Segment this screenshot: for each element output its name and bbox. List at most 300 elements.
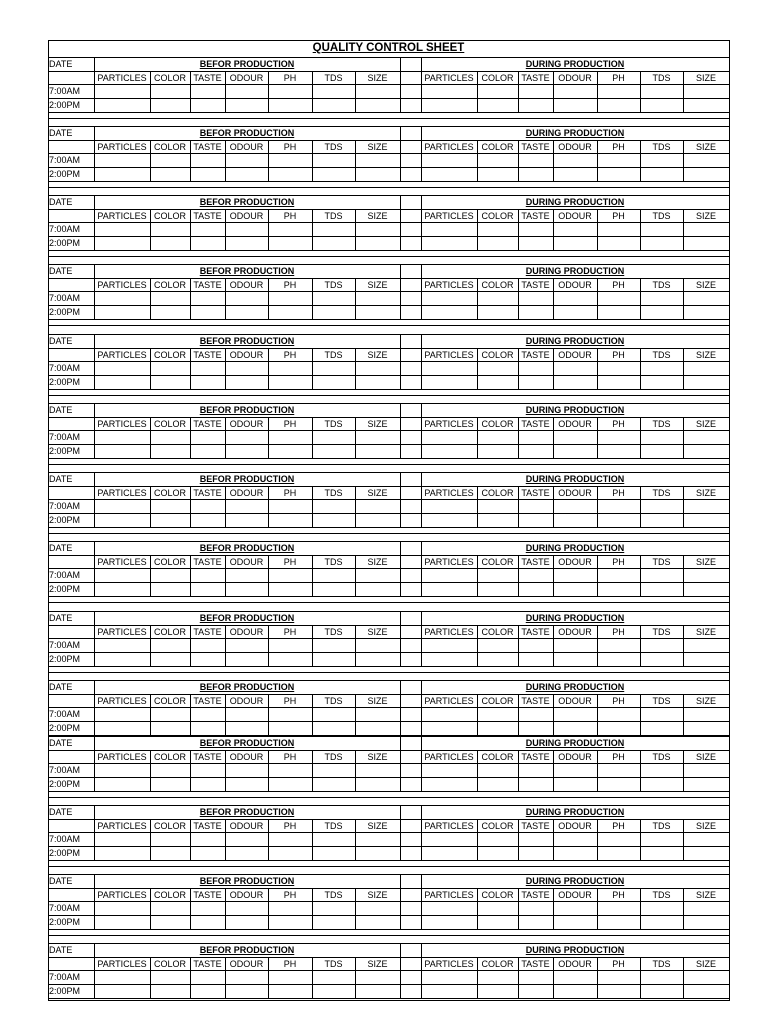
col-label-during: PH (612, 211, 625, 221)
col-label-during: PARTICLES (424, 419, 474, 429)
time-label-am: 7:00AM (49, 834, 81, 844)
during-production-header: DURING PRODUCTION (525, 945, 625, 955)
col-label-before: PH (283, 627, 297, 637)
col-label-before: TASTE (193, 280, 222, 290)
block-line (48, 319, 729, 320)
gap-line (48, 325, 729, 326)
time-label-pm: 2:00PM (49, 917, 81, 927)
time-label-pm: 2:00PM (49, 654, 81, 664)
col-label-during: PARTICLES (424, 557, 474, 567)
col-label-before: PARTICLES (97, 142, 147, 152)
col-label-before: COLOR (153, 280, 186, 290)
col-label-before: TDS (324, 350, 343, 360)
block-line (48, 736, 729, 737)
block-line (48, 611, 729, 612)
gap-line (48, 464, 729, 465)
col-label-during: TASTE (521, 211, 550, 221)
sep-col-left (400, 611, 401, 666)
block-line (48, 860, 729, 861)
col-label-before: PARTICLES (97, 280, 147, 290)
col-label-before: ODOUR (229, 280, 264, 290)
col-label-during: SIZE (695, 419, 716, 429)
block-line (48, 541, 729, 542)
col-label-before: COLOR (153, 557, 186, 567)
block-line (48, 929, 729, 930)
col-label-before: PH (283, 959, 297, 969)
col-label-during: PH (612, 752, 625, 762)
date-label: DATE (49, 197, 73, 207)
time-label-am: 7:00AM (49, 903, 81, 913)
col-label-before: TDS (324, 419, 343, 429)
time-label-am: 7:00AM (49, 363, 81, 373)
col-label-during: ODOUR (558, 752, 592, 762)
col-label-before: TASTE (193, 627, 222, 637)
col-label-before: TASTE (193, 696, 222, 706)
col-label-before: PH (283, 821, 297, 831)
col-label-during: TASTE (521, 73, 550, 83)
col-label-during: TASTE (521, 488, 550, 498)
block-line (48, 596, 729, 597)
col-label-during: TDS (652, 350, 671, 360)
before-production-header: BEFOR PRODUCTION (199, 738, 295, 748)
col-label-during: PH (612, 627, 625, 637)
date-label: DATE (49, 266, 73, 276)
col-label-before: ODOUR (229, 73, 264, 83)
col-label-during: PARTICLES (424, 890, 474, 900)
before-production-header: BEFOR PRODUCTION (199, 543, 295, 553)
block-line (48, 334, 729, 335)
time-label-am: 7:00AM (49, 765, 81, 775)
col-label-before: ODOUR (229, 488, 264, 498)
col-label-before: SIZE (367, 142, 388, 152)
during-production-header: DURING PRODUCTION (525, 682, 625, 692)
col-label-before: PH (283, 696, 297, 706)
gap-line (48, 866, 729, 867)
date-label: DATE (49, 876, 73, 886)
col-label-before: PARTICLES (97, 211, 147, 221)
time-label-am: 7:00AM (49, 709, 81, 719)
col-label-during: SIZE (695, 557, 716, 567)
block-line (48, 126, 729, 127)
sep-col-left (400, 126, 401, 181)
before-production-header: BEFOR PRODUCTION (199, 336, 295, 346)
col-label-before: COLOR (153, 696, 186, 706)
col-label-before: ODOUR (229, 696, 264, 706)
col-label-during: PH (612, 557, 625, 567)
col-label-during: TDS (652, 752, 671, 762)
col-label-before: PH (283, 73, 297, 83)
col-label-during: TDS (652, 959, 671, 969)
col-label-before: TASTE (193, 752, 222, 762)
col-label-before: SIZE (367, 696, 388, 706)
time-label-pm: 2:00PM (49, 307, 81, 317)
sheet-title: QUALITY CONTROL SHEET (312, 42, 465, 54)
col-label-before: PARTICLES (97, 350, 147, 360)
col-label-before: PARTICLES (97, 890, 147, 900)
col-label-during: COLOR (481, 959, 514, 969)
before-production-header: BEFOR PRODUCTION (199, 613, 295, 623)
col-label-during: ODOUR (558, 696, 592, 706)
col-label-during: PH (612, 821, 625, 831)
col-label-during: PH (612, 696, 625, 706)
col-label-before: TDS (324, 696, 343, 706)
col-label-before: TDS (324, 488, 343, 498)
block-line (48, 680, 729, 681)
col-label-before: TDS (324, 752, 343, 762)
time-label-pm: 2:00PM (49, 515, 81, 525)
col-label-before: PARTICLES (97, 821, 147, 831)
col-label-during: TDS (652, 627, 671, 637)
gap-line (48, 602, 729, 603)
col-label-before: TDS (324, 73, 343, 83)
block-line (48, 389, 729, 390)
date-label: DATE (49, 613, 73, 623)
sep-col-left (400, 195, 401, 250)
col-label-during: COLOR (481, 211, 514, 221)
col-label-during: SIZE (695, 959, 716, 969)
col-label-before: COLOR (153, 419, 186, 429)
during-production-header: DURING PRODUCTION (525, 807, 625, 817)
date-label: DATE (49, 405, 73, 415)
col-label-during: ODOUR (558, 821, 592, 831)
col-label-during: ODOUR (558, 557, 592, 567)
col-label-before: TDS (324, 142, 343, 152)
col-label-during: ODOUR (558, 959, 592, 969)
time-label-am: 7:00AM (49, 224, 81, 234)
col-label-before: COLOR (153, 142, 186, 152)
sep-col-left (400, 334, 401, 389)
date-label: DATE (49, 682, 73, 692)
col-label-during: COLOR (481, 419, 514, 429)
col-label-during: COLOR (481, 627, 514, 637)
col-label-before: TDS (324, 211, 343, 221)
col-label-during: TDS (652, 890, 671, 900)
date-label: DATE (49, 543, 73, 553)
col-label-during: TASTE (521, 557, 550, 567)
col-label-during: COLOR (481, 557, 514, 567)
col-label-before: PARTICLES (97, 696, 147, 706)
col-label-during: PARTICLES (424, 959, 474, 969)
date-label: DATE (49, 945, 73, 955)
col-label-before: TASTE (193, 890, 222, 900)
col-label-during: TDS (652, 142, 671, 152)
time-label-am: 7:00AM (49, 155, 81, 165)
time-label-pm: 2:00PM (49, 446, 81, 456)
col-label-before: PH (283, 557, 297, 567)
sep-col-left (400, 680, 401, 735)
before-production-header: BEFOR PRODUCTION (199, 682, 295, 692)
time-label-pm: 2:00PM (49, 584, 81, 594)
col-label-before: PARTICLES (97, 752, 147, 762)
col-label-during: SIZE (695, 821, 716, 831)
sep-col-left (400, 736, 401, 791)
col-label-during: TASTE (521, 280, 550, 290)
col-label-before: TASTE (193, 959, 222, 969)
col-label-during: PARTICLES (424, 488, 474, 498)
col-label-during: ODOUR (558, 211, 592, 221)
col-label-during: ODOUR (558, 350, 592, 360)
gap-line (48, 187, 729, 188)
col-label-before: SIZE (367, 280, 388, 290)
col-label-before: PH (283, 752, 297, 762)
col-label-during: TASTE (521, 142, 550, 152)
col-label-during: PH (612, 419, 625, 429)
col-label-before: SIZE (367, 890, 388, 900)
time-label-pm: 2:00PM (49, 100, 81, 110)
col-label-before: TASTE (193, 73, 222, 83)
col-label-during: COLOR (481, 696, 514, 706)
before-production-header: BEFOR PRODUCTION (199, 405, 295, 415)
time-label-am: 7:00AM (49, 570, 81, 580)
col-label-before: COLOR (153, 821, 186, 831)
col-label-during: SIZE (695, 73, 716, 83)
time-label-am: 7:00AM (49, 432, 81, 442)
col-label-before: PH (283, 890, 297, 900)
col-label-before: SIZE (367, 821, 388, 831)
sep-col-left (400, 403, 401, 458)
block-line (48, 264, 729, 265)
col-label-before: ODOUR (229, 350, 264, 360)
sep-col-left (400, 541, 401, 596)
col-label-during: SIZE (695, 211, 716, 221)
col-label-before: COLOR (153, 890, 186, 900)
col-label-during: TASTE (521, 627, 550, 637)
date-label: DATE (49, 59, 73, 69)
col-label-before: COLOR (153, 211, 186, 221)
before-production-header: BEFOR PRODUCTION (199, 876, 295, 886)
gap-line (48, 395, 729, 396)
during-production-header: DURING PRODUCTION (525, 613, 625, 623)
col-label-before: SIZE (367, 959, 388, 969)
col-label-before: SIZE (367, 211, 388, 221)
col-label-during: COLOR (481, 752, 514, 762)
gap-line (48, 118, 729, 119)
col-label-before: PH (283, 488, 297, 498)
col-label-before: ODOUR (229, 419, 264, 429)
block-line (48, 527, 729, 528)
col-label-before: COLOR (153, 488, 186, 498)
before-production-header: BEFOR PRODUCTION (199, 945, 295, 955)
col-label-during: TDS (652, 696, 671, 706)
col-label-during: ODOUR (558, 142, 592, 152)
time-label-pm: 2:00PM (49, 377, 81, 387)
during-production-header: DURING PRODUCTION (525, 405, 625, 415)
col-label-during: PARTICLES (424, 821, 474, 831)
col-label-during: COLOR (481, 890, 514, 900)
col-label-during: TDS (652, 280, 671, 290)
before-production-header: BEFOR PRODUCTION (199, 266, 295, 276)
col-label-during: PH (612, 488, 625, 498)
block-line (48, 666, 729, 667)
time-label-am: 7:00AM (49, 501, 81, 511)
col-label-during: SIZE (695, 142, 716, 152)
during-production-header: DURING PRODUCTION (525, 59, 625, 69)
col-label-during: PH (612, 142, 625, 152)
col-label-before: ODOUR (229, 890, 264, 900)
block-line (48, 403, 729, 404)
col-label-before: PH (283, 280, 297, 290)
date-label: DATE (49, 128, 73, 138)
block-line (48, 805, 729, 806)
col-label-during: PARTICLES (424, 696, 474, 706)
col-label-before: TDS (324, 280, 343, 290)
before-production-header: BEFOR PRODUCTION (199, 807, 295, 817)
col-label-before: COLOR (153, 627, 186, 637)
col-label-before: TDS (324, 627, 343, 637)
col-label-during: ODOUR (558, 488, 592, 498)
col-label-during: TASTE (521, 350, 550, 360)
col-label-during: TASTE (521, 821, 550, 831)
sep-col-left (400, 874, 401, 929)
col-label-before: ODOUR (229, 821, 264, 831)
col-label-before: TASTE (193, 211, 222, 221)
col-label-during: SIZE (695, 627, 716, 637)
col-label-during: COLOR (481, 488, 514, 498)
col-label-during: ODOUR (558, 627, 592, 637)
col-label-during: COLOR (481, 142, 514, 152)
col-label-during: ODOUR (558, 419, 592, 429)
time-label-pm: 2:00PM (49, 848, 81, 858)
col-label-before: SIZE (367, 627, 388, 637)
col-label-during: PARTICLES (424, 752, 474, 762)
col-label-before: COLOR (153, 350, 186, 360)
block-line (48, 250, 729, 251)
col-label-before: TDS (324, 959, 343, 969)
col-label-before: PARTICLES (97, 959, 147, 969)
during-production-header: DURING PRODUCTION (525, 266, 625, 276)
before-production-header: BEFOR PRODUCTION (199, 474, 295, 484)
time-label-pm: 2:00PM (49, 986, 81, 996)
col-label-before: TDS (324, 557, 343, 567)
time-label-pm: 2:00PM (49, 238, 81, 248)
col-label-during: SIZE (695, 280, 716, 290)
block-line (48, 472, 729, 473)
before-production-header: BEFOR PRODUCTION (199, 197, 295, 207)
col-label-during: TDS (652, 821, 671, 831)
gap-line (48, 672, 729, 673)
time-label-pm: 2:00PM (49, 779, 81, 789)
col-label-during: PH (612, 280, 625, 290)
col-label-during: SIZE (695, 696, 716, 706)
col-label-before: SIZE (367, 488, 388, 498)
col-label-before: PARTICLES (97, 73, 147, 83)
block-line (48, 112, 729, 113)
col-label-during: TDS (652, 557, 671, 567)
col-label-during: PARTICLES (424, 211, 474, 221)
sheet-border-bottom (48, 1000, 730, 1001)
during-production-header: DURING PRODUCTION (525, 738, 625, 748)
col-label-during: PH (612, 959, 625, 969)
col-label-before: TASTE (193, 350, 222, 360)
col-label-during: TDS (652, 211, 671, 221)
col-label-before: PARTICLES (97, 419, 147, 429)
col-label-during: COLOR (481, 821, 514, 831)
col-label-during: SIZE (695, 890, 716, 900)
col-label-during: COLOR (481, 280, 514, 290)
time-label-pm: 2:00PM (49, 723, 81, 733)
sep-col-left (400, 943, 401, 998)
col-label-during: PARTICLES (424, 350, 474, 360)
col-label-before: PH (283, 142, 297, 152)
col-label-before: COLOR (153, 73, 186, 83)
col-label-during: TASTE (521, 959, 550, 969)
col-label-before: SIZE (367, 557, 388, 567)
col-label-during: PH (612, 890, 625, 900)
col-label-during: PARTICLES (424, 73, 474, 83)
block-line (48, 181, 729, 182)
col-label-before: TASTE (193, 419, 222, 429)
before-production-header: BEFOR PRODUCTION (199, 128, 295, 138)
time-label-am: 7:00AM (49, 640, 81, 650)
during-production-header: DURING PRODUCTION (525, 876, 625, 886)
time-label-am: 7:00AM (49, 86, 81, 96)
col-label-before: TDS (324, 890, 343, 900)
during-production-header: DURING PRODUCTION (525, 336, 625, 346)
col-label-before: TASTE (193, 821, 222, 831)
col-label-before: PARTICLES (97, 488, 147, 498)
gap-line (48, 533, 729, 534)
sheet-border-top (48, 40, 730, 41)
block-line (48, 874, 729, 875)
col-label-during: TASTE (521, 752, 550, 762)
col-label-during: PH (612, 73, 625, 83)
col-label-before: ODOUR (229, 627, 264, 637)
col-label-during: TASTE (521, 696, 550, 706)
col-label-during: ODOUR (558, 890, 592, 900)
col-label-before: PH (283, 350, 297, 360)
sep-col-left (400, 805, 401, 860)
col-label-during: PARTICLES (424, 142, 474, 152)
date-label: DATE (49, 474, 73, 484)
during-production-header: DURING PRODUCTION (525, 474, 625, 484)
col-label-during: PH (612, 350, 625, 360)
col-label-during: SIZE (695, 350, 716, 360)
col-label-before: PH (283, 419, 297, 429)
time-label-am: 7:00AM (49, 293, 81, 303)
col-label-before: ODOUR (229, 142, 264, 152)
col-label-before: COLOR (153, 959, 186, 969)
block-line (48, 791, 729, 792)
col-label-before: ODOUR (229, 959, 264, 969)
col-label-during: ODOUR (558, 280, 592, 290)
col-label-before: ODOUR (229, 211, 264, 221)
col-label-before: COLOR (153, 752, 186, 762)
sep-col-left (400, 264, 401, 319)
date-label: DATE (49, 807, 73, 817)
time-label-am: 7:00AM (49, 972, 81, 982)
col-label-before: PARTICLES (97, 627, 147, 637)
col-label-before: ODOUR (229, 752, 264, 762)
col-label-during: SIZE (695, 488, 716, 498)
block-line (48, 998, 729, 999)
col-label-during: PARTICLES (424, 627, 474, 637)
block-line (48, 195, 729, 196)
col-label-during: TDS (652, 488, 671, 498)
col-label-before: TASTE (193, 488, 222, 498)
col-label-during: COLOR (481, 350, 514, 360)
gap-line (48, 797, 729, 798)
col-label-during: ODOUR (558, 73, 592, 83)
block-line (48, 458, 729, 459)
col-label-before: SIZE (367, 73, 388, 83)
col-label-during: COLOR (481, 73, 514, 83)
col-label-before: PARTICLES (97, 557, 147, 567)
sep-col-left (400, 472, 401, 527)
time-label-pm: 2:00PM (49, 169, 81, 179)
block-line (48, 57, 729, 58)
before-production-header: BEFOR PRODUCTION (199, 59, 295, 69)
col-label-before: TASTE (193, 142, 222, 152)
